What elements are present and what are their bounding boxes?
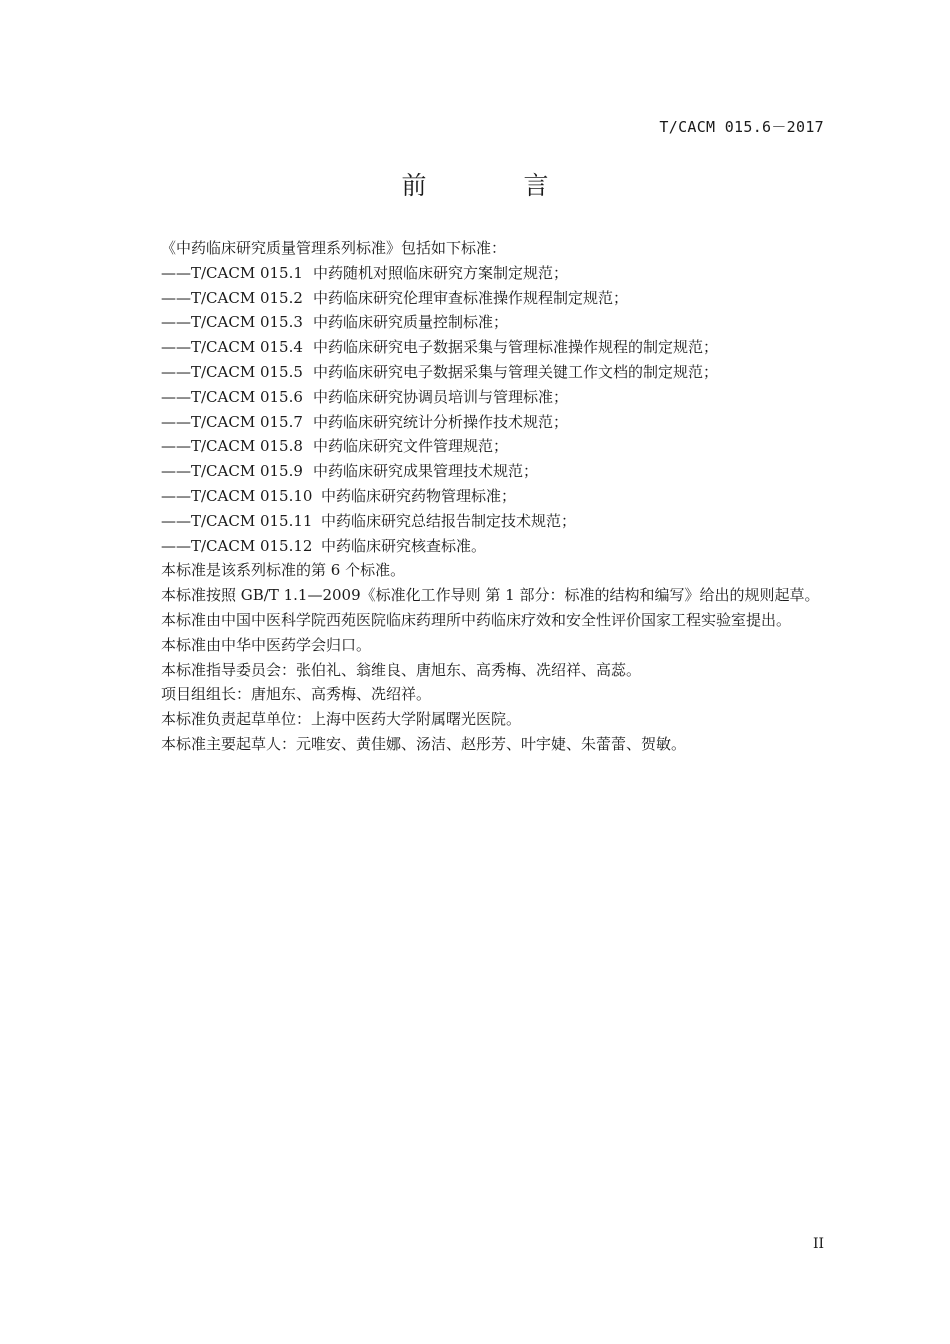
steering-committee-paragraph: 本标准指导委员会：张伯礼、翁维良、唐旭东、高秀梅、冼绍祥、高蕊。 — [161, 660, 642, 679]
standard-item-name: 中药随机对照临床研究方案制定规范； — [313, 263, 569, 282]
proposer-paragraph: 本标准由中国中医科学院西苑医院临床药理所中药临床疗效和安全性评价国家工程实验室提出。 — [161, 610, 792, 629]
standard-item-code: ——T/CACM 015.4 — [161, 338, 303, 357]
standard-item-code: ——T/CACM 015.1 — [161, 263, 303, 282]
list-item — [127, 484, 827, 509]
list-item — [127, 261, 827, 286]
standard-item-name: 中药临床研究药物管理标准； — [321, 486, 517, 505]
page-number: II — [812, 1236, 824, 1252]
drafters-paragraph: 本标准主要起草人：元唯安、黄佳娜、汤洁、赵彤芳、叶宇婕、朱蕾蕾、贺敏。 — [161, 734, 687, 753]
drafting-rules-paragraph: 本标准按照 GB/T 1.1—2009《标准化工作导则 第 1 部分：标准的结构和编写》给出的规则起草。 — [161, 586, 820, 605]
document-body — [127, 236, 827, 757]
standard-item-code: ——T/CACM 015.2 — [161, 288, 303, 307]
standard-item-name: 中药临床研究协调员培训与管理标准； — [313, 387, 569, 406]
standard-item-code: ——T/CACM 015.3 — [161, 313, 303, 332]
standard-item-code: ——T/CACM 015.8 — [161, 437, 303, 456]
standard-item-name: 中药临床研究质量控制标准； — [313, 313, 509, 332]
standards-list — [127, 261, 827, 559]
standard-item-name: 中药临床研究成果管理技术规范； — [313, 462, 539, 481]
centralized-management-paragraph: 本标准由中华中医药学会归口。 — [161, 635, 372, 654]
list-item — [127, 335, 827, 360]
project-leaders-paragraph: 项目组组长：唐旭东、高秀梅、冼绍祥。 — [161, 685, 432, 704]
standard-item-name: 中药临床研究电子数据采集与管理标准操作规程的制定规范； — [313, 338, 719, 357]
list-item — [127, 534, 827, 559]
intro-paragraph: 《中药临床研究质量管理系列标准》包括如下标准： — [161, 239, 507, 257]
standard-code: T/CACM 015.6－2017 — [659, 118, 824, 136]
list-item — [127, 459, 827, 484]
standard-item-name: 中药临床研究核查标准。 — [321, 536, 487, 555]
standard-item-code: ——T/CACM 015.6 — [161, 387, 303, 406]
list-item — [127, 385, 827, 410]
drafting-unit-paragraph: 本标准负责起草单位：上海中医药大学附属曙光医院。 — [161, 710, 522, 729]
standard-item-name: 中药临床研究总结报告制定技术规范； — [321, 511, 577, 530]
series-position-paragraph: 本标准是该系列标准的第 6 个标准。 — [161, 561, 406, 580]
list-item — [127, 286, 827, 311]
standard-item-code: ——T/CACM 015.10 — [161, 486, 313, 505]
standard-item-name: 中药临床研究电子数据采集与管理关键工作文档的制定规范； — [313, 362, 719, 381]
list-item — [127, 410, 827, 435]
standard-item-name: 中药临床研究统计分析操作技术规范； — [313, 412, 569, 431]
list-item — [127, 310, 827, 335]
standard-item-code: ——T/CACM 015.12 — [161, 536, 313, 555]
standard-item-code: ——T/CACM 015.5 — [161, 362, 303, 381]
list-item — [127, 360, 827, 385]
page-title: 前 言 — [401, 171, 585, 200]
standard-item-code: ——T/CACM 015.9 — [161, 462, 303, 481]
standard-item-name: 中药临床研究文件管理规范； — [313, 437, 509, 456]
standard-item-name: 中药临床研究伦理审查标准操作规程制定规范； — [313, 288, 629, 307]
standard-item-code: ——T/CACM 015.11 — [161, 511, 313, 530]
list-item — [127, 509, 827, 534]
standard-item-code: ——T/CACM 015.7 — [161, 412, 303, 431]
list-item — [127, 434, 827, 459]
